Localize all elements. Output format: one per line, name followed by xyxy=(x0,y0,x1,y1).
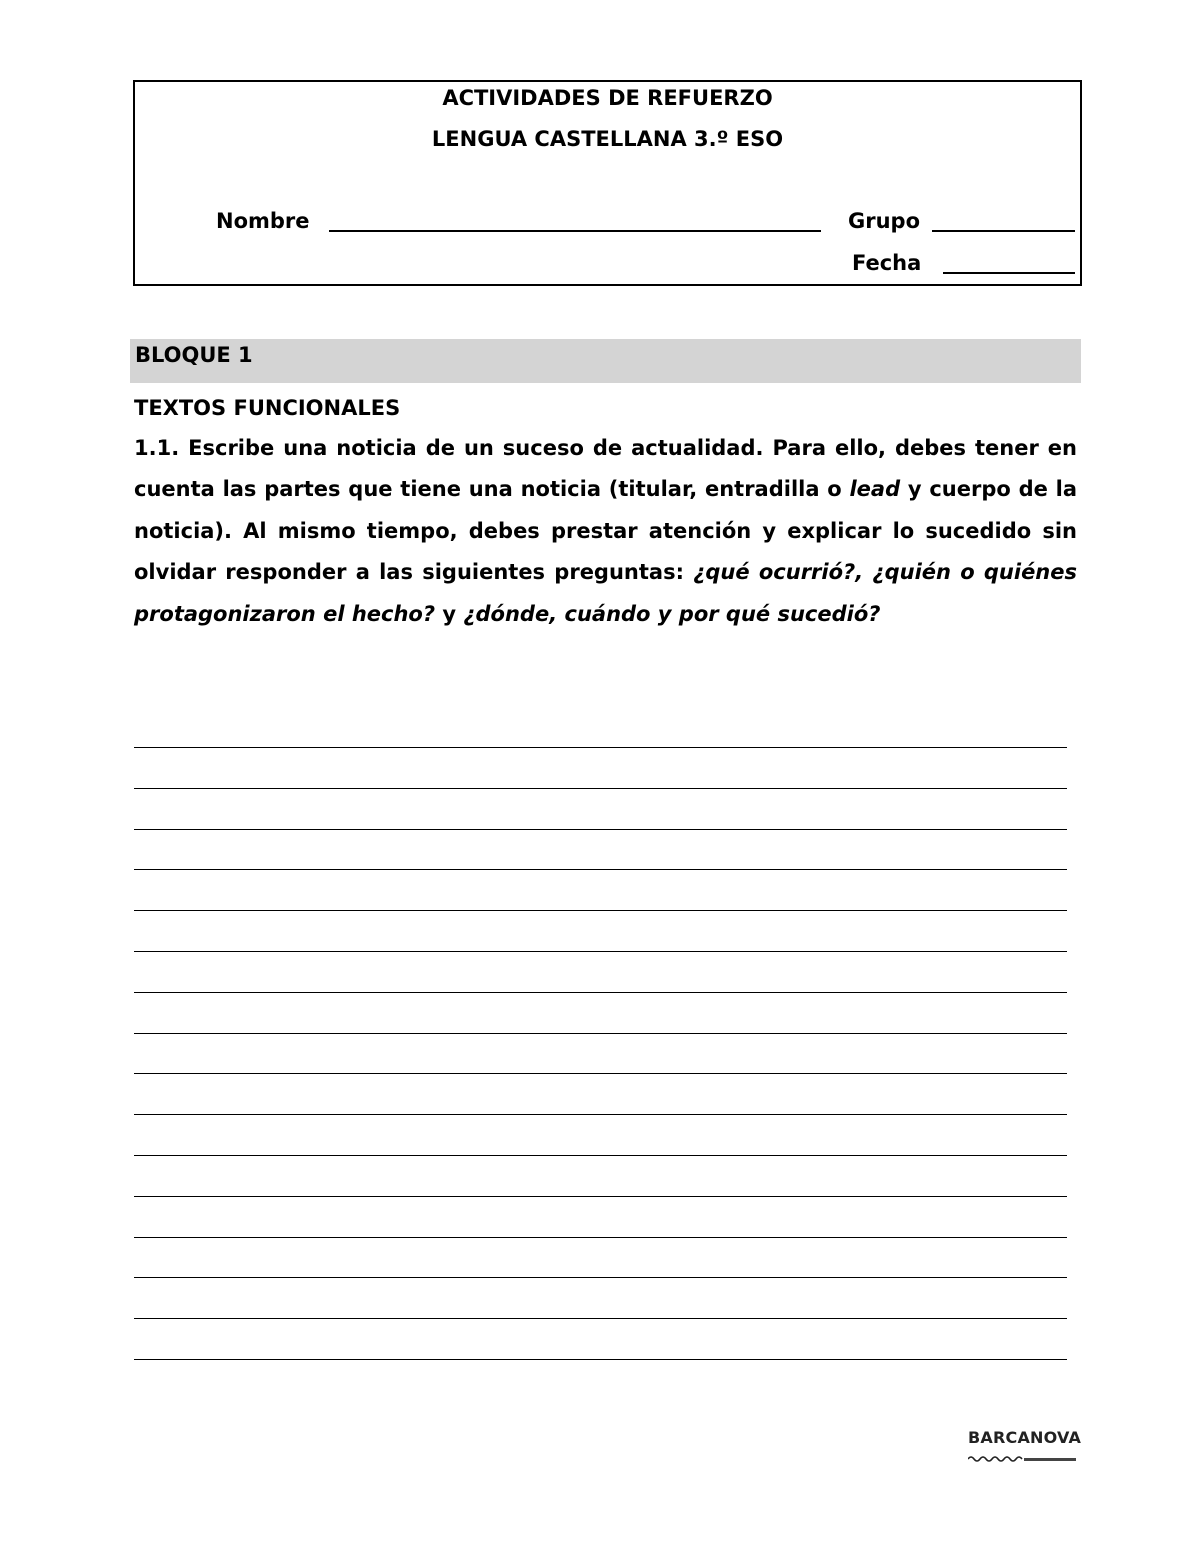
name-field[interactable] xyxy=(329,230,821,232)
answer-lines[interactable] xyxy=(134,747,1067,1400)
group-label: Grupo xyxy=(848,209,921,233)
answer-line[interactable] xyxy=(134,1237,1067,1238)
section-title: TEXTOS FUNCIONALES xyxy=(134,396,401,420)
answer-line[interactable] xyxy=(134,951,1067,952)
answer-line[interactable] xyxy=(134,1033,1067,1034)
logo-wave-icon xyxy=(968,1455,1076,1463)
exercise-question-1: ¿qué ocurrió?, ¿quién o quiénes protagonizaron el hecho? xyxy=(134,560,1078,626)
date-field[interactable] xyxy=(943,272,1075,274)
exercise-text-2: y cuerpo de la noticia). Al mismo tiempo, debes prestar atención y explicar lo sucedido sin olvidar responder a las siguientes preguntas: xyxy=(134,477,1077,585)
answer-line[interactable] xyxy=(134,1359,1067,1360)
answer-line[interactable] xyxy=(134,1114,1067,1115)
answer-line[interactable] xyxy=(134,1155,1067,1156)
group-field[interactable] xyxy=(932,230,1075,232)
exercise-text-1: 1.1. Escribe una noticia de un suceso de actualidad. Para ello, debes tener en cuenta las partes que tiene una noticia (titular, entradilla o xyxy=(134,436,1077,502)
answer-line[interactable] xyxy=(134,829,1067,830)
document-title: ACTIVIDADES DE REFUERZO xyxy=(442,86,773,110)
block-bar xyxy=(130,339,1081,383)
name-label: Nombre xyxy=(216,209,310,233)
logo-text: BARCANOVA xyxy=(968,1428,1082,1447)
block-title: BLOQUE 1 xyxy=(135,343,253,367)
answer-line[interactable] xyxy=(134,910,1067,911)
date-label: Fecha xyxy=(852,251,922,275)
barcanova-logo xyxy=(968,1428,1082,1458)
answer-line[interactable] xyxy=(134,869,1067,870)
exercise-term-lead: lead xyxy=(849,477,901,502)
header-box xyxy=(133,80,1082,286)
exercise-question-2: ¿dónde, cuándo y por qué sucedió? xyxy=(463,601,881,626)
answer-line[interactable] xyxy=(134,1277,1067,1278)
answer-line[interactable] xyxy=(134,1318,1067,1319)
answer-line[interactable] xyxy=(134,992,1067,993)
answer-line[interactable] xyxy=(134,747,1067,748)
exercise-instructions xyxy=(134,428,1077,635)
answer-line[interactable] xyxy=(134,788,1067,789)
answer-line[interactable] xyxy=(134,1196,1067,1197)
exercise-text-3: y xyxy=(435,601,464,626)
document-subtitle: LENGUA CASTELLANA 3.º ESO xyxy=(431,127,784,151)
answer-line[interactable] xyxy=(134,1073,1067,1074)
